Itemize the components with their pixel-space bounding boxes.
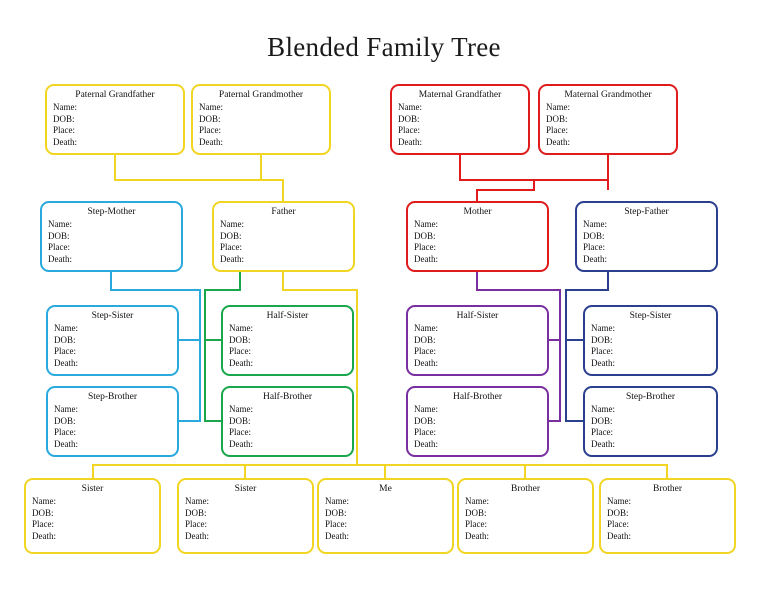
node-fields: [414, 404, 547, 450]
field-label: Place:: [414, 346, 436, 356]
field-label: Place:: [398, 125, 420, 135]
field-label: Death:: [32, 530, 56, 541]
field-label: DOB:: [220, 230, 242, 241]
field-label: DOB:: [229, 415, 251, 426]
node-step-mother[interactable]: [40, 201, 183, 272]
node-fields: [199, 102, 329, 148]
field-label: Name:: [546, 102, 570, 112]
node-title: Maternal Grandmother: [564, 90, 652, 100]
field-label: Name:: [325, 496, 349, 506]
node-step-sister-left[interactable]: [46, 305, 179, 376]
field-label: DOB:: [591, 334, 613, 345]
node-paternal-grandmother[interactable]: [191, 84, 331, 155]
field-label: DOB:: [414, 415, 436, 426]
field-label: Death:: [583, 253, 607, 264]
node-fields: [53, 102, 183, 148]
field-label: DOB:: [465, 507, 487, 518]
field-label: Death:: [591, 357, 615, 368]
field-label: Name:: [398, 102, 422, 112]
field-label: Place:: [48, 242, 70, 252]
connector-maternal-grandparents-to-mother: [460, 155, 608, 190]
field-label: DOB:: [325, 507, 347, 518]
field-label: Death:: [48, 253, 72, 264]
node-title: Brother: [510, 484, 541, 494]
field-label: Place:: [53, 125, 75, 135]
field-label: Name:: [591, 404, 615, 414]
field-label: Name:: [414, 219, 438, 229]
node-step-brother-right[interactable]: [583, 386, 718, 457]
node-fields: [229, 404, 352, 450]
field-label: DOB:: [414, 334, 436, 345]
node-step-sister-right[interactable]: [583, 305, 718, 376]
field-label: Name:: [229, 404, 253, 414]
node-maternal-grandfather[interactable]: [390, 84, 530, 155]
connector-maternal-union-to-mother: [477, 180, 534, 201]
field-label: Place:: [185, 519, 207, 529]
field-label: Name:: [414, 404, 438, 414]
node-step-father[interactable]: [575, 201, 718, 272]
field-label: Name:: [54, 323, 78, 333]
node-title: Sister: [81, 484, 104, 494]
node-title: Father: [271, 207, 296, 217]
node-fields: [32, 496, 159, 542]
node-brother-2[interactable]: [599, 478, 736, 554]
field-label: DOB:: [229, 334, 251, 345]
field-label: Death:: [398, 136, 422, 147]
node-title: Paternal Grandfather: [75, 90, 155, 100]
field-label: DOB:: [414, 230, 436, 241]
node-step-brother-left[interactable]: [46, 386, 179, 457]
field-label: Death:: [229, 438, 253, 449]
field-label: Death:: [185, 530, 209, 541]
node-mother[interactable]: [406, 201, 549, 272]
field-label: DOB:: [48, 230, 70, 241]
field-label: Name:: [583, 219, 607, 229]
node-title: Brother: [652, 484, 683, 494]
node-fields: [185, 496, 312, 542]
field-label: Place:: [229, 346, 251, 356]
field-label: DOB:: [32, 507, 54, 518]
node-fields: [583, 219, 716, 265]
node-father[interactable]: [212, 201, 355, 272]
node-fields: [414, 323, 547, 369]
field-label: Death:: [325, 530, 349, 541]
node-fields: [591, 323, 716, 369]
connector-sibling-bus: [93, 465, 667, 478]
field-label: Place:: [229, 427, 251, 437]
node-half-brother-right[interactable]: [406, 386, 549, 457]
field-label: Death:: [54, 357, 78, 368]
node-brother-1[interactable]: [457, 478, 594, 554]
field-label: Name:: [465, 496, 489, 506]
field-label: Place:: [546, 125, 568, 135]
field-label: Death:: [54, 438, 78, 449]
node-fields: [220, 219, 353, 265]
field-label: DOB:: [54, 334, 76, 345]
node-fields: [229, 323, 352, 369]
page-title: Blended Family Tree: [267, 32, 501, 62]
node-fields: [465, 496, 592, 542]
field-label: Place:: [199, 125, 221, 135]
field-label: Name:: [32, 496, 56, 506]
field-label: DOB:: [591, 415, 613, 426]
field-label: Name:: [591, 323, 615, 333]
field-label: Place:: [591, 346, 613, 356]
node-title: Step-Mother: [87, 207, 136, 217]
field-label: Death:: [607, 530, 631, 541]
field-label: DOB:: [398, 113, 420, 124]
node-title: Mother: [463, 207, 492, 217]
node-fields: [414, 219, 547, 265]
field-label: Death:: [465, 530, 489, 541]
node-fields: [54, 404, 177, 450]
node-title: Step-Sister: [629, 311, 672, 321]
node-me[interactable]: [317, 478, 454, 554]
field-label: Death:: [199, 136, 223, 147]
node-fields: [398, 102, 528, 148]
field-label: Name:: [220, 219, 244, 229]
field-label: DOB:: [185, 507, 207, 518]
field-label: Place:: [583, 242, 605, 252]
field-label: Death:: [414, 253, 438, 264]
field-label: Death:: [53, 136, 77, 147]
node-fields: [607, 496, 734, 542]
field-label: Place:: [414, 242, 436, 252]
node-title: Step-Brother: [87, 392, 138, 402]
node-fields: [325, 496, 452, 542]
field-label: DOB:: [54, 415, 76, 426]
field-label: Place:: [32, 519, 54, 529]
field-label: Place:: [465, 519, 487, 529]
field-label: Death:: [546, 136, 570, 147]
node-half-sister-right[interactable]: [406, 305, 549, 376]
node-title: Step-Brother: [625, 392, 676, 402]
field-label: Name:: [414, 323, 438, 333]
node-fields: [591, 404, 716, 450]
node-fields: [48, 219, 181, 265]
field-label: Name:: [607, 496, 631, 506]
node-title: Step-Father: [624, 207, 669, 217]
node-fields: [546, 102, 676, 148]
field-label: Name:: [199, 102, 223, 112]
field-label: Name:: [185, 496, 209, 506]
field-label: Place:: [414, 427, 436, 437]
node-title: Half-Brother: [262, 392, 313, 402]
field-label: Place:: [325, 519, 347, 529]
node-maternal-grandmother[interactable]: [538, 84, 678, 155]
field-label: Death:: [220, 253, 244, 264]
field-label: Death:: [591, 438, 615, 449]
field-label: Place:: [220, 242, 242, 252]
connector-paternal-grandparents-to-father: [115, 155, 283, 201]
node-half-brother-left[interactable]: [221, 386, 354, 457]
node-title: Paternal Grandmother: [218, 90, 304, 100]
field-label: DOB:: [607, 507, 629, 518]
node-fields: [54, 323, 177, 369]
field-label: Name:: [53, 102, 77, 112]
node-sister-1[interactable]: [24, 478, 161, 554]
node-sister-2[interactable]: [177, 478, 314, 554]
field-label: DOB:: [199, 113, 221, 124]
node-title: Half-Sister: [266, 311, 309, 321]
node-title: Maternal Grandfather: [418, 90, 502, 100]
field-label: Name:: [48, 219, 72, 229]
node-title: Me: [379, 484, 392, 494]
field-label: Death:: [414, 357, 438, 368]
field-label: Name:: [54, 404, 78, 414]
field-label: Death:: [414, 438, 438, 449]
node-title: Half-Brother: [452, 392, 503, 402]
field-label: Name:: [229, 323, 253, 333]
field-label: Place:: [54, 427, 76, 437]
field-label: DOB:: [53, 113, 75, 124]
node-half-sister-left[interactable]: [221, 305, 354, 376]
field-label: Death:: [229, 357, 253, 368]
node-title: Half-Sister: [456, 311, 499, 321]
field-label: DOB:: [583, 230, 605, 241]
field-label: Place:: [607, 519, 629, 529]
node-paternal-grandfather[interactable]: [45, 84, 185, 155]
node-title: Sister: [234, 484, 257, 494]
field-label: Place:: [591, 427, 613, 437]
field-label: Place:: [54, 346, 76, 356]
field-label: DOB:: [546, 113, 568, 124]
node-title: Step-Sister: [91, 311, 134, 321]
